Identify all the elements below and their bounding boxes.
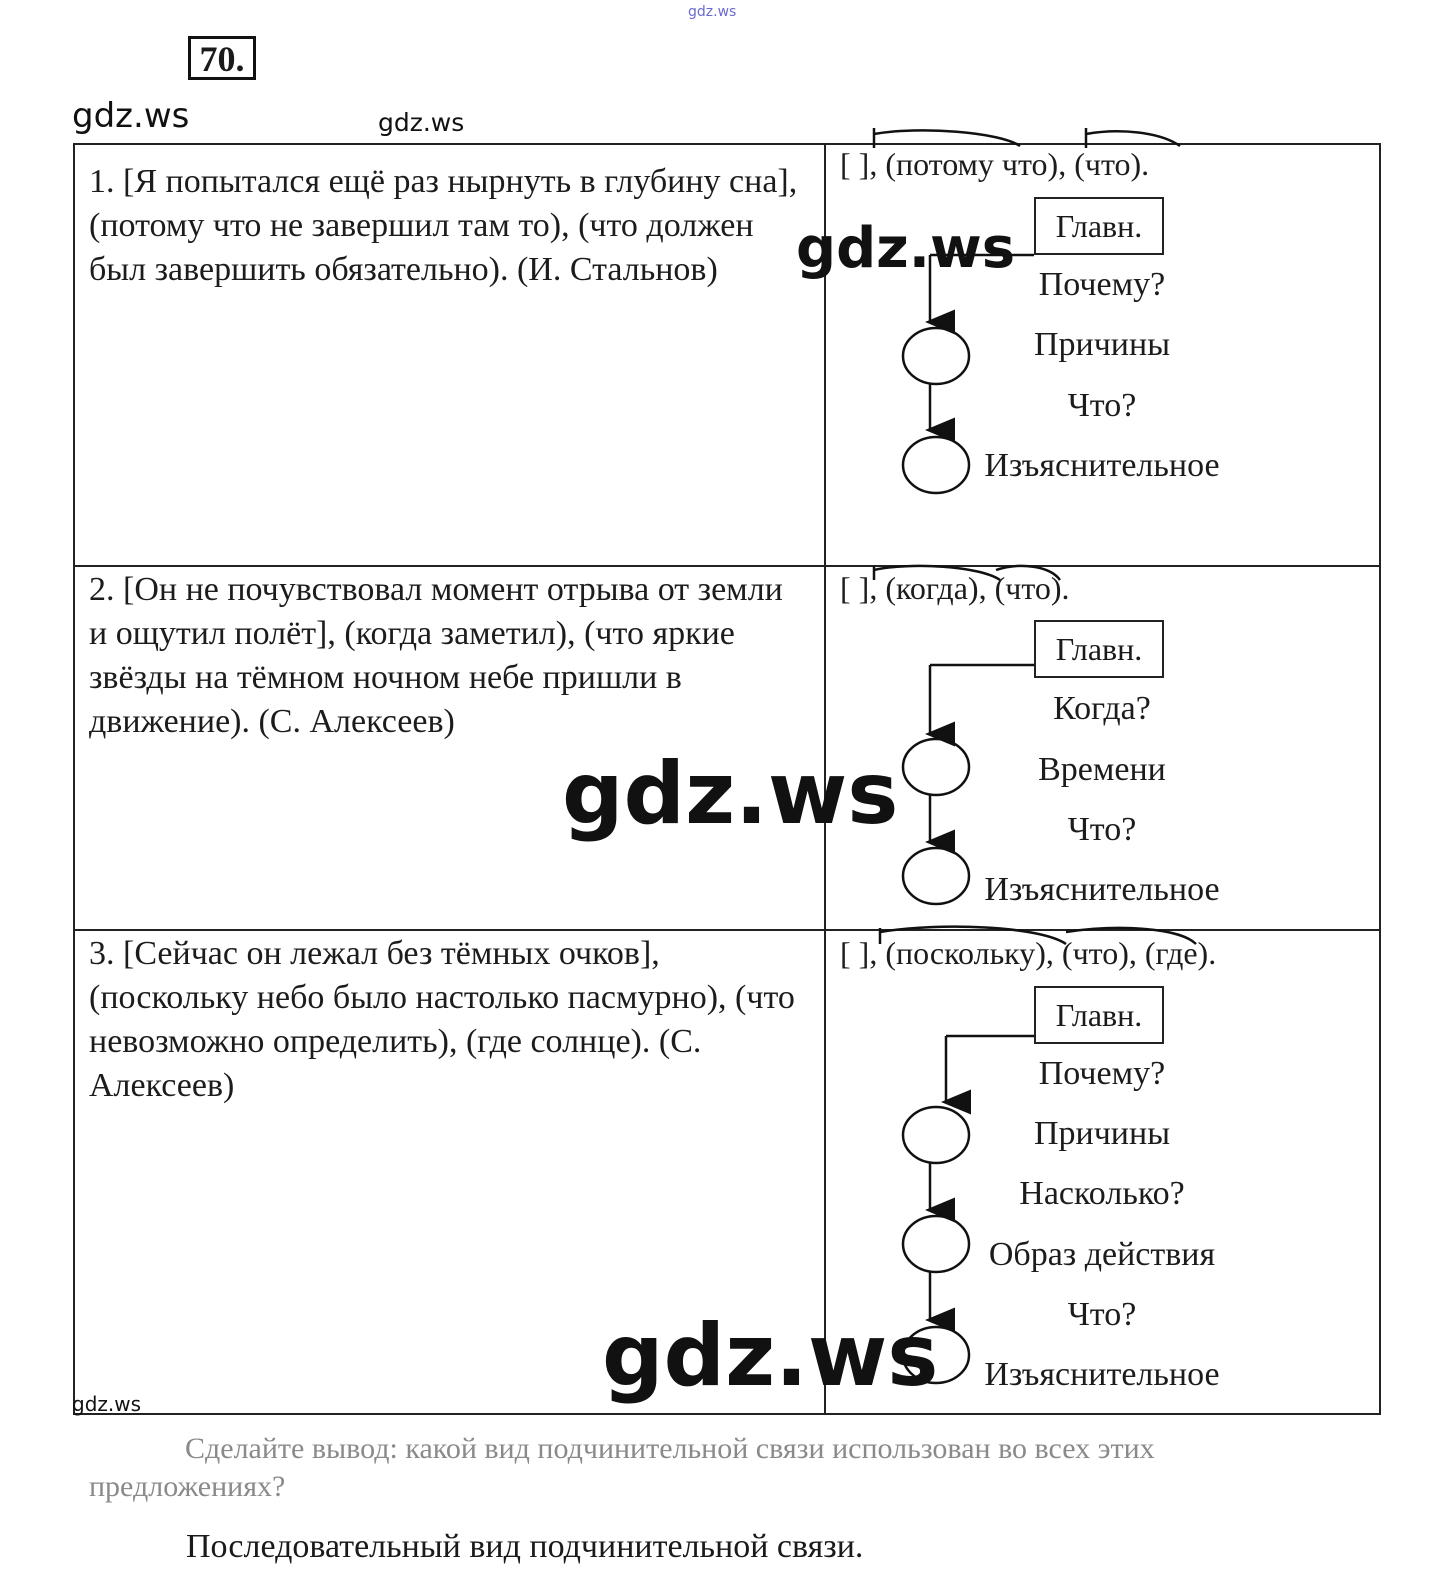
question-label: Когда? (1053, 690, 1151, 727)
watermark: gdz.ws (562, 744, 899, 844)
type-label: Изъяснительное (984, 1356, 1220, 1393)
scheme-3: [ ], (поскольку), (что), (где). (840, 935, 1217, 971)
type-label: Времени (1038, 751, 1166, 788)
type-label: Причины (1033, 326, 1171, 363)
assignment-question: Сделайте вывод: какой вид подчинительной связи использован во всех этих предложениях? (89, 1432, 1155, 1503)
main-clause-box-3: Главн. (1034, 986, 1164, 1044)
scheme-1: [ ], (потому что), (что). (840, 146, 1150, 182)
main-clause-box-1: Главн. (1034, 197, 1164, 255)
main-clause-box-2: Главн. (1034, 620, 1164, 678)
sentence-2: 2. [Он не почувствовал момент отрыва от земли и ощутил полёт], (когда заметил), (что яркие звёзды на тёмном ночном небе пришли в движение). (С. Алексеев) (89, 571, 783, 740)
sentence-3: 3. [Сейчас он лежал без тёмных очков], (поскольку небо было настолько пасмурно), (что невозможно определить), (где солнце). (С. Алексеев) (89, 935, 795, 1104)
sentence-1: 1. [Я попытался ещё раз нырнуть в глубину сна], (потому что не завершил там то), (что должен был завершить обязательно). (И. Стальнов) (89, 163, 798, 288)
question-label: Что? (1067, 811, 1137, 848)
watermark-top: gdz.ws (688, 4, 737, 20)
question-label: Что? (1067, 387, 1137, 424)
question-label: Что? (1067, 1296, 1137, 1333)
watermark: gdz.ws (72, 1392, 142, 1416)
scheme-2: [ ], (когда), (что). (840, 570, 1070, 606)
question-label: Насколько? (1019, 1175, 1185, 1212)
watermark: gdz.ws (602, 1306, 939, 1406)
watermark: gdz.ws (796, 216, 1016, 281)
type-label: Образ действия (988, 1236, 1216, 1273)
task-number: 70. (188, 36, 256, 80)
answer-text: Последовательный вид подчинительной связи. (186, 1528, 864, 1565)
watermark: gdz.ws (72, 96, 190, 136)
watermark: gdz.ws (378, 108, 465, 137)
type-label: Изъяснительное (984, 871, 1220, 908)
question-label: Почему? (1038, 1055, 1166, 1092)
type-label: Изъяснительное (984, 447, 1220, 484)
type-label: Причины (1033, 1115, 1171, 1152)
question-label: Почему? (1038, 266, 1166, 303)
